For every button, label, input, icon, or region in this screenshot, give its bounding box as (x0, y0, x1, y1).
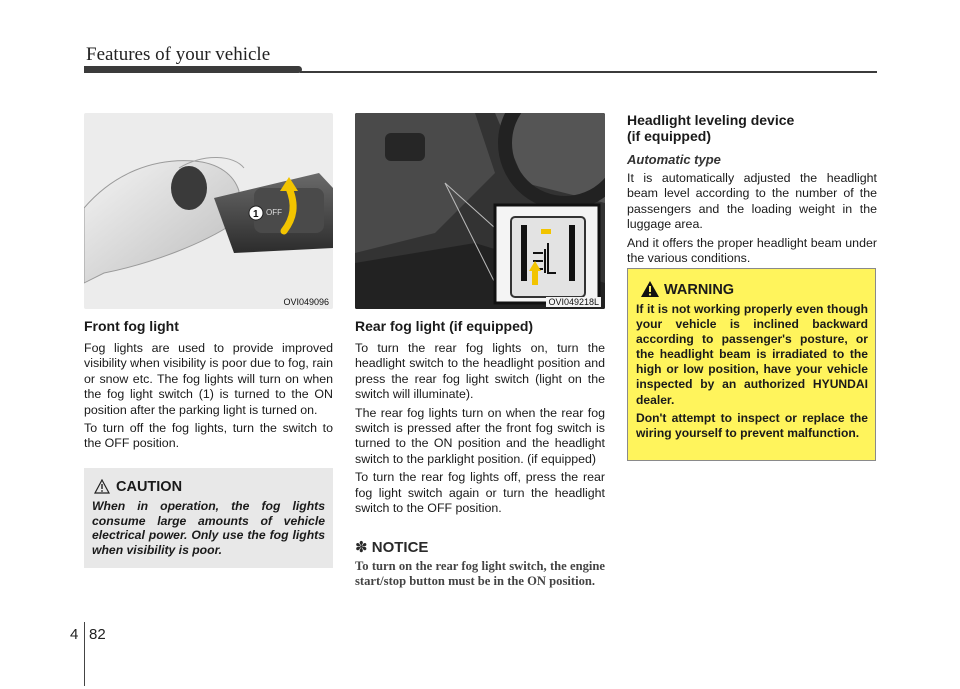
front-fog-para-2: To turn off the fog lights, turn the switch to the OFF position. (84, 421, 333, 451)
rear-fog-para-3: To turn the rear fog lights off, press the rear fog light switch again or turn the headlight switch to the OFF position. (355, 470, 605, 516)
warning-title: WARNING (664, 282, 735, 298)
fog-switch-photo (84, 113, 333, 309)
section-number: 4 (70, 626, 79, 643)
leveling-subheading: Automatic type (627, 152, 721, 167)
rear-fog-para-1: To turn the rear fog lights on, turn the headlight switch to the headlight position and press the rear fog light switch (light on the switch will illuminate). (355, 341, 605, 402)
leveling-heading-line2: (if equipped) (627, 128, 711, 144)
rear-fog-para-2: The rear fog lights turn on when the rear fog switch is pressed after the front fog switch is turned to the ON position and the headlight switch to the parklight position. (if equipped) (355, 405, 605, 466)
notice-title: ✽ NOTICE (355, 539, 429, 556)
caution-title: CAUTION (116, 479, 183, 495)
front-fog-para-1: Fog lights are used to provide improved visibility when visibility is poor due to fog, rain or snow etc. The fog lights will turn on when the fog light switch (1) is turned to the ON position after the parking light is turned on. (84, 341, 333, 417)
notice-text: To turn on the rear fog light switch, the engine start/stop button must be in the ON position. (355, 559, 605, 589)
footer-rule (84, 622, 85, 686)
leveling-heading-line1: Headlight leveling device (627, 112, 795, 128)
svg-text:OFF: OFF (266, 208, 282, 217)
warning-triangle-icon (640, 280, 660, 298)
caution-triangle-icon (94, 479, 110, 494)
callout-number: 1 (253, 209, 259, 220)
warning-para-2: Don't attempt to inspect or replace the wiring yourself to prevent malfunction. (636, 410, 868, 440)
rear-fog-switch-photo (355, 113, 605, 309)
page-number: 82 (89, 626, 106, 643)
rear-fog-heading: Rear fog light (if equipped) (355, 318, 534, 334)
dashboard-illustration (355, 113, 605, 309)
fog-switch-illustration (84, 113, 333, 309)
image-code: OVI049096 (283, 297, 329, 307)
caution-box (84, 468, 333, 568)
warning-box (627, 268, 876, 461)
leveling-para-2: And it offers the proper headlight beam under the various conditions. (627, 235, 877, 266)
image-code: OVI049218L (548, 297, 599, 307)
leveling-para-1: It is automatically adjusted the headlight beam level according to the number of the passengers and the loading weight in the luggage area. (627, 171, 877, 232)
header-rule (300, 71, 877, 73)
caution-text: When in operation, the fog lights consume large amounts of vehicle electrical power. Only use the fog lights when visibility is poor. (92, 499, 325, 557)
page-header-title: Features of your vehicle (86, 44, 271, 65)
warning-para-1: If it is not working properly even though your vehicle is inclined backward according to passenger's posture, or the headlight beam is irradiated to the high or low position, have your vehicle inspected by an authorized HYUNDAI dealer. (636, 302, 868, 407)
front-fog-heading: Front fog light (84, 318, 179, 334)
header-bar (84, 66, 302, 73)
